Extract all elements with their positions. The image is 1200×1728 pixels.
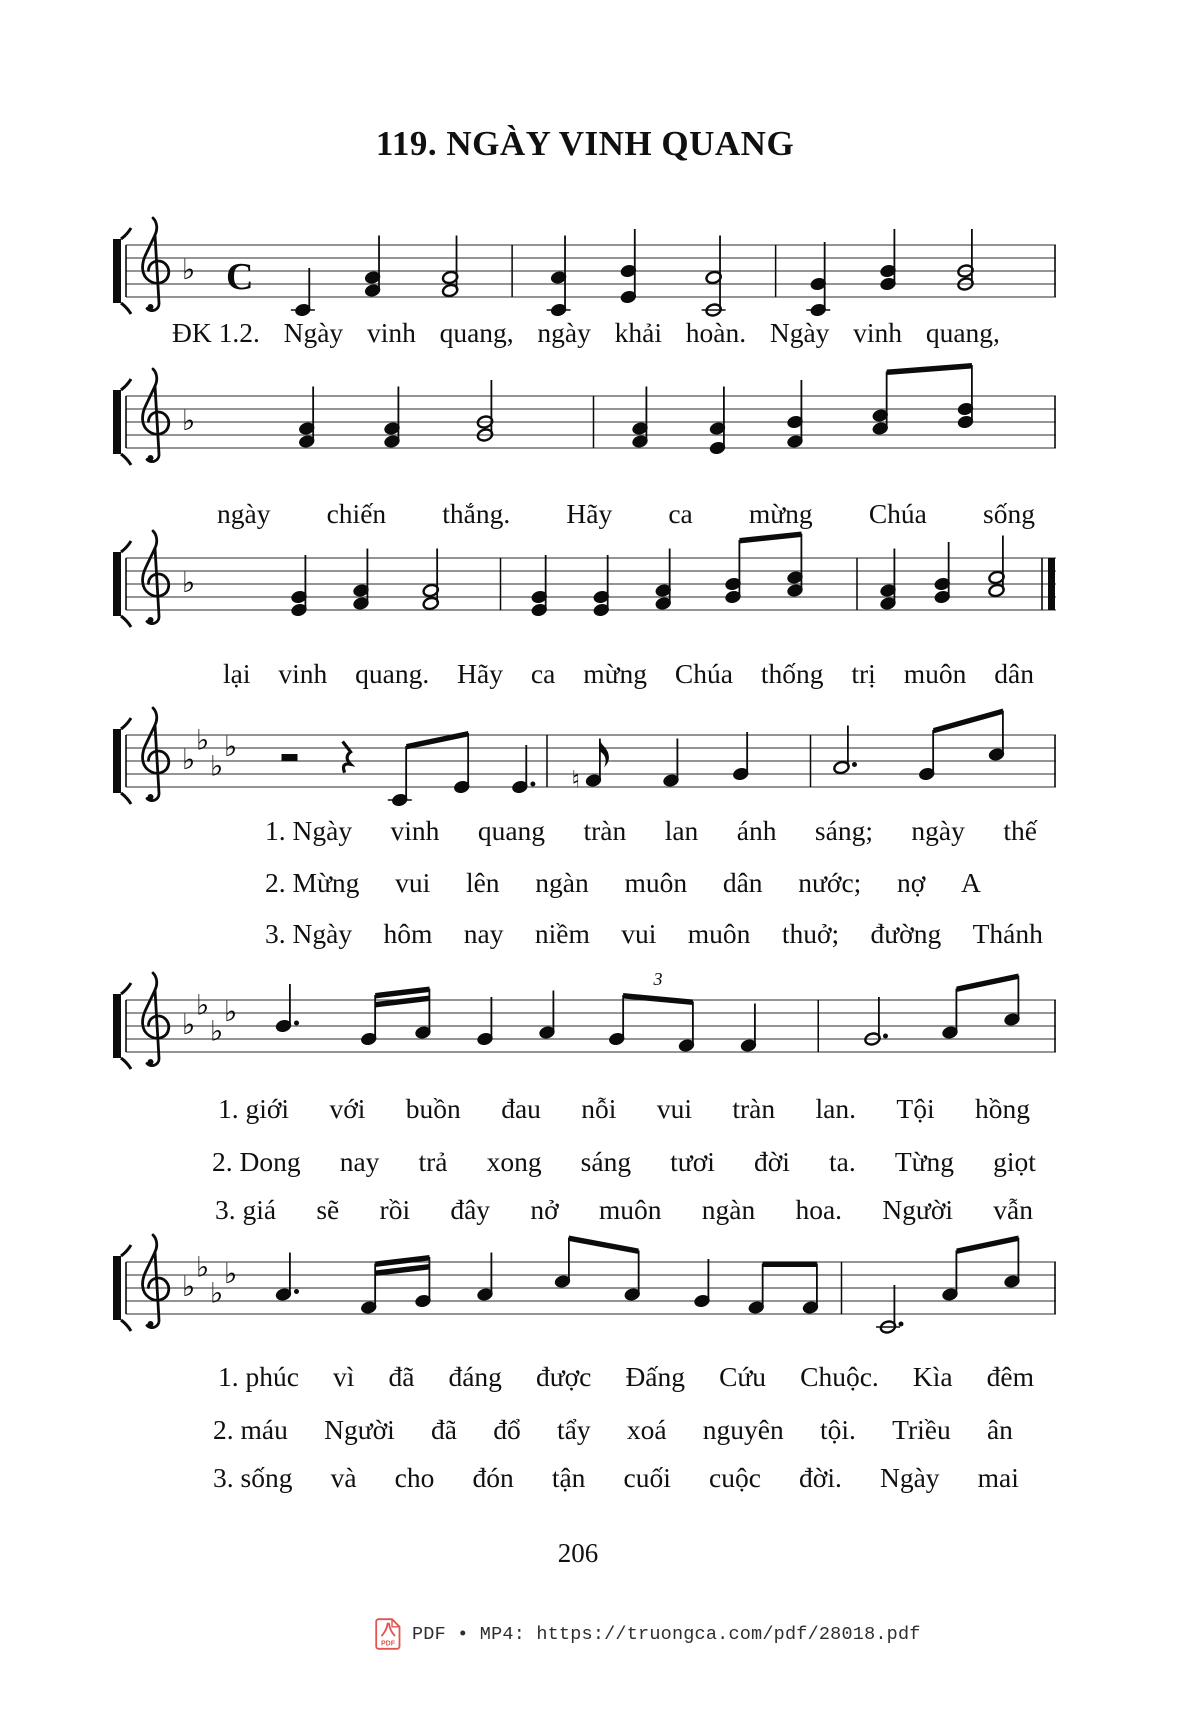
lyric-word: Tội bbox=[896, 1093, 935, 1124]
lyric-word: đêm bbox=[986, 1361, 1034, 1392]
lyric-word: ngày bbox=[217, 498, 271, 529]
verse1-part1 bbox=[265, 814, 1037, 848]
lyric-word: 3. sống bbox=[213, 1462, 293, 1493]
lyric-word: sống bbox=[983, 498, 1035, 529]
verse3-part1 bbox=[265, 917, 1043, 951]
lyric-word: cuộc bbox=[709, 1462, 761, 1493]
lyric-word: quang, bbox=[925, 317, 1000, 348]
lyric-word: hoàn. bbox=[685, 317, 747, 348]
lyric-word: 2. Dong bbox=[212, 1146, 301, 1177]
lyric-word: Kìa bbox=[912, 1361, 953, 1392]
lyric-word: vui bbox=[656, 1093, 692, 1124]
lyric-word: vinh bbox=[278, 658, 328, 689]
lyric-word: ngàn bbox=[701, 1194, 756, 1225]
lyric-word: nỗi bbox=[581, 1093, 617, 1124]
lyric-word: nước; bbox=[798, 867, 862, 898]
lyric-word: mừng bbox=[748, 498, 813, 529]
lyric-word: tận bbox=[551, 1462, 586, 1493]
lyric-word: đời. bbox=[799, 1462, 842, 1493]
lyric-word: ca bbox=[530, 658, 556, 689]
lyric-word: Đấng bbox=[625, 1361, 686, 1392]
lyric-word: Cứu bbox=[719, 1361, 767, 1392]
lyric-word: ân bbox=[986, 1414, 1013, 1445]
lyric-word: nay bbox=[339, 1146, 380, 1177]
lyric-word: sẽ bbox=[316, 1194, 340, 1225]
lyric-word: xong bbox=[486, 1146, 542, 1177]
lyric-word: Chuộc. bbox=[800, 1361, 879, 1392]
lyric-word: ĐK 1.2. bbox=[172, 317, 260, 348]
svg-text:♭: ♭ bbox=[182, 1270, 196, 1303]
lyric-word: ca bbox=[668, 498, 693, 529]
lyric-word: Ngày bbox=[879, 1462, 940, 1493]
svg-text:♭: ♭ bbox=[210, 1276, 224, 1310]
lyric-word: đây bbox=[450, 1194, 491, 1225]
lyric-word: cuối bbox=[623, 1462, 671, 1493]
lyric-word: vui bbox=[621, 918, 657, 949]
refrain-line-2 bbox=[217, 497, 1035, 531]
lyric-word: buồn bbox=[405, 1093, 461, 1124]
svg-text:♭: ♭ bbox=[196, 723, 210, 757]
lyric-word: 1. Ngày bbox=[265, 815, 353, 846]
lyric-word: vui bbox=[395, 867, 431, 898]
lyric-word: Hãy bbox=[457, 658, 503, 689]
lyric-word: hoa. bbox=[795, 1194, 843, 1225]
lyric-word: tội. bbox=[819, 1414, 856, 1445]
lyric-word: 1. phúc bbox=[218, 1361, 299, 1392]
verse3-part3 bbox=[213, 1461, 1019, 1495]
lyric-word: giọt bbox=[993, 1146, 1036, 1177]
lyric-word: đón bbox=[472, 1462, 514, 1493]
svg-text:♭: ♭ bbox=[182, 743, 196, 776]
lyric-word: tẩy bbox=[556, 1414, 591, 1445]
lyric-word: Ngày bbox=[283, 317, 344, 348]
lyric-word: Người bbox=[324, 1414, 395, 1445]
lyric-word: trả bbox=[418, 1146, 448, 1177]
lyric-word: ngày bbox=[911, 815, 965, 846]
lyric-word: ngày bbox=[537, 317, 591, 348]
lyric-word: nay bbox=[463, 918, 504, 949]
refrain-line-1 bbox=[172, 316, 1000, 350]
lyric-word: Ngày bbox=[769, 317, 830, 348]
lyric-word: A bbox=[961, 867, 981, 898]
music-staff-2 bbox=[108, 341, 1068, 521]
verse3-part2 bbox=[215, 1193, 1033, 1227]
svg-text:C: C bbox=[226, 256, 254, 298]
lyric-word: hồng bbox=[974, 1093, 1030, 1124]
lyric-word: rồi bbox=[379, 1194, 411, 1225]
svg-text:♮: ♮ bbox=[571, 765, 581, 794]
svg-text:♭: ♭ bbox=[182, 566, 196, 599]
page-title: 119. NGÀY VINH QUANG bbox=[375, 124, 795, 163]
lyric-word: đường bbox=[870, 918, 942, 949]
lyric-word: đời bbox=[753, 1146, 790, 1177]
svg-text:♭: ♭ bbox=[182, 253, 196, 286]
lyric-word: nguyên bbox=[702, 1414, 784, 1445]
lyric-word: thắng. bbox=[442, 498, 511, 529]
svg-text:♭: ♭ bbox=[182, 1008, 196, 1041]
lyric-word: đau bbox=[501, 1093, 541, 1124]
svg-text:♭: ♭ bbox=[210, 1014, 224, 1048]
lyric-word: vẫn bbox=[993, 1194, 1033, 1225]
svg-text:3: 3 bbox=[653, 969, 663, 989]
verse1-part3 bbox=[218, 1360, 1034, 1394]
svg-text:♭: ♭ bbox=[224, 730, 238, 763]
lyric-word: xoá bbox=[626, 1414, 667, 1445]
lyric-word: muôn bbox=[687, 918, 751, 949]
svg-text:♭: ♭ bbox=[224, 995, 238, 1028]
lyric-word: đã bbox=[431, 1414, 457, 1445]
pdf-icon-label: PDF bbox=[381, 1640, 395, 1648]
svg-text:♭: ♭ bbox=[196, 1250, 210, 1284]
lyric-word: nở bbox=[530, 1194, 559, 1225]
page-number: 206 bbox=[557, 1538, 599, 1568]
lyric-word: tràn bbox=[732, 1093, 776, 1124]
lyric-word: Hãy bbox=[566, 498, 613, 529]
lyric-word: vinh bbox=[390, 815, 440, 846]
footer-link[interactable]: PDF • MP4: https://truongca.com/pdf/28018.pdf bbox=[412, 1623, 921, 1645]
lyric-word: thuở; bbox=[781, 918, 840, 949]
lyric-word: Từng bbox=[894, 1146, 955, 1177]
lyric-word: nợ bbox=[897, 867, 926, 898]
lyric-word: thống bbox=[760, 658, 824, 689]
lyric-word: Triều bbox=[892, 1414, 951, 1445]
lyric-word: hôm bbox=[383, 918, 433, 949]
lyric-word: quang, bbox=[439, 317, 514, 348]
lyric-word: Người bbox=[882, 1194, 954, 1225]
lyric-word: được bbox=[535, 1361, 592, 1392]
lyric-word: mừng bbox=[583, 658, 647, 689]
lyric-word: mai bbox=[977, 1462, 1019, 1493]
lyric-word: niềm bbox=[534, 918, 590, 949]
lyric-word: dân bbox=[722, 867, 763, 898]
lyric-word: 1. giới bbox=[218, 1093, 290, 1124]
verse2-part1 bbox=[265, 866, 981, 900]
verse2-part2 bbox=[212, 1145, 1036, 1179]
lyric-word: Thánh bbox=[972, 918, 1043, 949]
lyric-word: cho bbox=[394, 1462, 435, 1493]
lyric-word: thế bbox=[1003, 815, 1037, 846]
lyric-word: ánh bbox=[736, 815, 777, 846]
lyric-word: dân bbox=[994, 658, 1034, 689]
pdf-file-icon bbox=[375, 1618, 401, 1650]
lyric-word: tràn bbox=[583, 815, 627, 846]
lyric-word: đã bbox=[388, 1361, 415, 1392]
svg-text:♭: ♭ bbox=[210, 749, 224, 783]
lyric-word: sáng bbox=[580, 1146, 632, 1177]
lyric-word: 3. Ngày bbox=[265, 918, 353, 949]
lyric-word: trị bbox=[851, 658, 876, 689]
lyric-word: Chúa bbox=[674, 658, 733, 689]
lyric-word: sáng; bbox=[814, 815, 873, 846]
lyric-word: quang bbox=[477, 815, 546, 846]
lyric-word: 2. máu bbox=[213, 1414, 288, 1445]
lyric-word: lan bbox=[664, 815, 699, 846]
verse2-part3 bbox=[213, 1413, 1013, 1447]
lyric-word: Chúa bbox=[868, 498, 927, 529]
lyric-word: vì bbox=[333, 1361, 355, 1392]
lyric-word: vinh bbox=[853, 317, 903, 348]
lyric-word: muôn bbox=[624, 867, 688, 898]
refrain-line-3 bbox=[223, 657, 1034, 691]
svg-text:♭: ♭ bbox=[196, 988, 210, 1022]
lyric-word: với bbox=[329, 1093, 366, 1124]
verse1-part2 bbox=[218, 1092, 1030, 1126]
lyric-word: đổ bbox=[493, 1414, 521, 1445]
lyric-word: 2. Mừng bbox=[265, 867, 360, 898]
lyric-word: vinh bbox=[366, 317, 416, 348]
lyric-word: muôn bbox=[598, 1194, 662, 1225]
lyric-word: tươi bbox=[670, 1146, 715, 1177]
lyric-word: quang. bbox=[355, 658, 430, 689]
lyric-word: muôn bbox=[903, 658, 967, 689]
svg-text:♭: ♭ bbox=[224, 1257, 238, 1290]
lyric-word: lan. bbox=[815, 1093, 856, 1124]
lyric-word: đáng bbox=[448, 1361, 502, 1392]
lyric-word: ta. bbox=[829, 1146, 856, 1177]
lyric-word: và bbox=[330, 1462, 357, 1493]
footer bbox=[375, 1618, 921, 1650]
lyric-word: ngàn bbox=[535, 867, 589, 898]
lyric-word: lại bbox=[223, 658, 251, 689]
svg-text:♭: ♭ bbox=[182, 404, 196, 437]
lyric-word: lên bbox=[465, 867, 500, 898]
lyric-word: 3. giá bbox=[215, 1194, 277, 1225]
lyric-word: chiến bbox=[326, 498, 387, 529]
lyric-word: khải bbox=[614, 317, 662, 348]
